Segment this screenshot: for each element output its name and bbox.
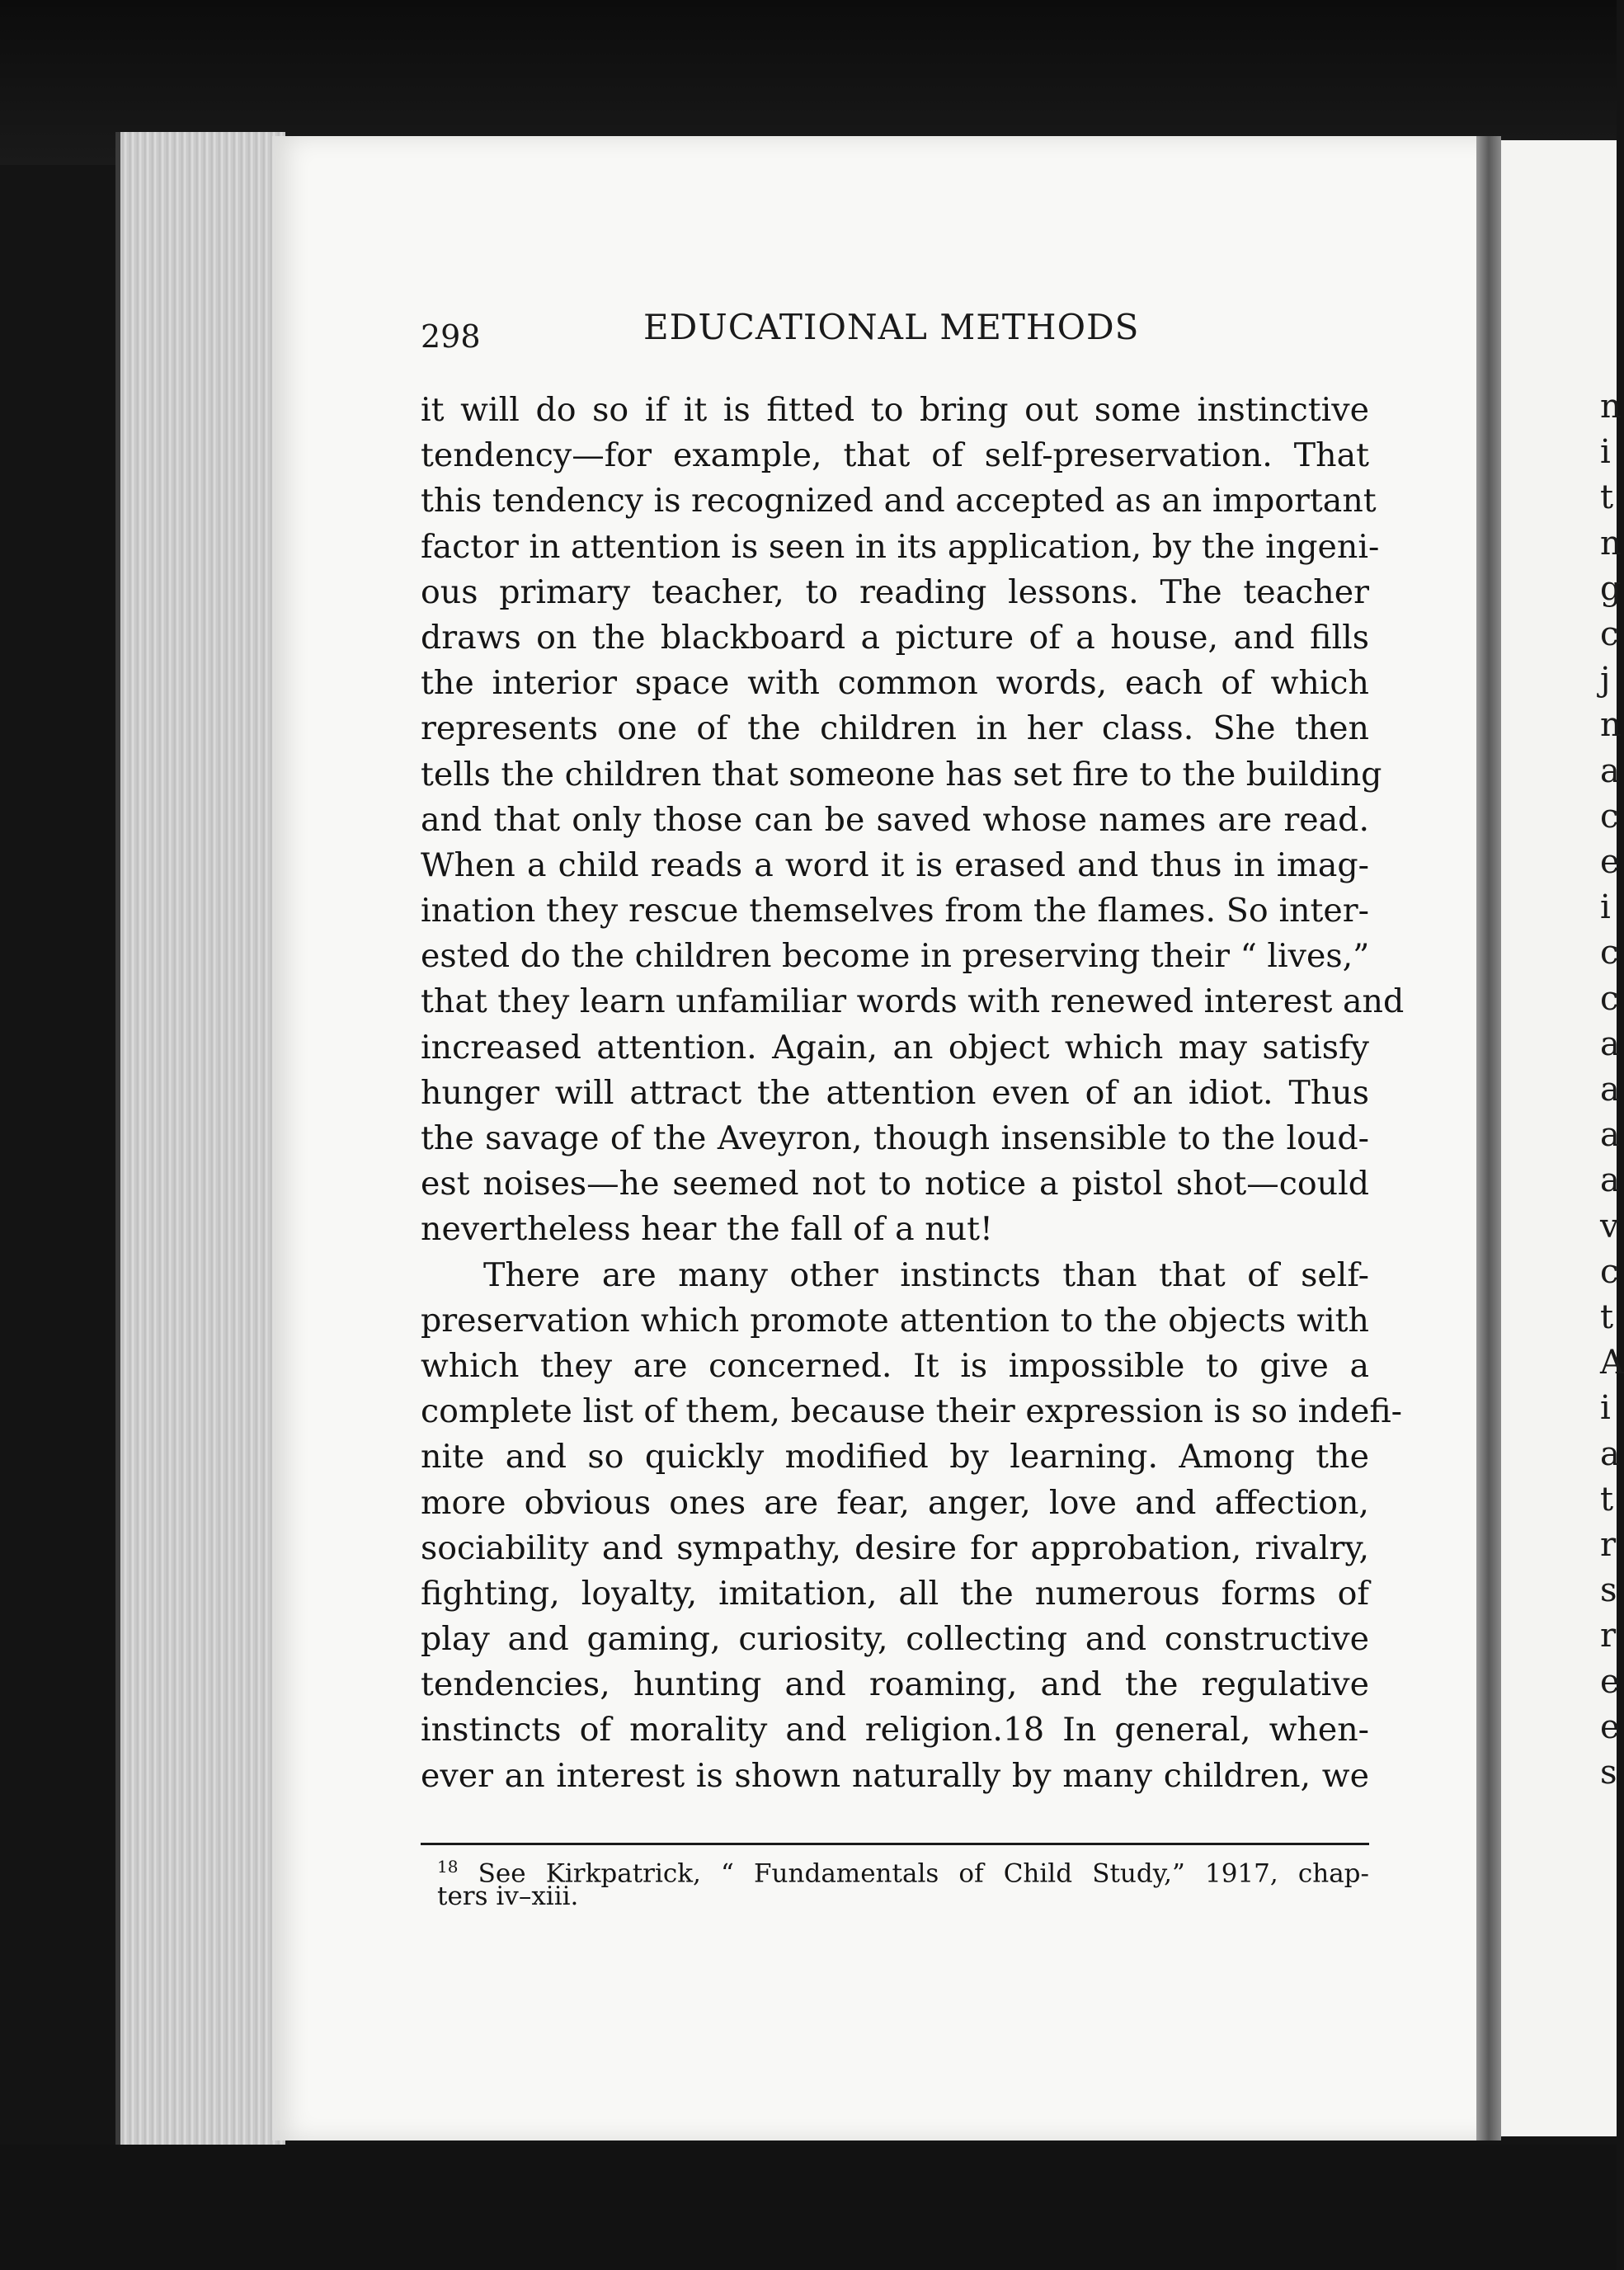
footnote-line xyxy=(437,1852,1369,1889)
running-head xyxy=(421,307,1369,356)
page-number: 298 xyxy=(421,318,481,355)
facing-page-fragment: r xyxy=(1600,1617,1617,1655)
facing-page xyxy=(1501,140,1624,2136)
facing-page-fragment: c xyxy=(1600,797,1619,836)
book-page-edges xyxy=(115,132,285,2145)
text-line: instincts of morality and religion.18 In general, when- xyxy=(421,1711,1369,1750)
facing-page-fragment: e xyxy=(1600,843,1620,881)
facing-page-fragment: t xyxy=(1600,1480,1614,1519)
facing-page-fragment: e xyxy=(1600,1707,1620,1746)
text-line: preservation which promote attention to the objects with xyxy=(421,1301,1369,1340)
facing-page-fragment: n xyxy=(1600,524,1622,563)
facing-page-fragment: a xyxy=(1600,1071,1620,1109)
text-line: the savage of the Aveyron, though insensible to the loud- xyxy=(421,1119,1369,1157)
footnote-rule xyxy=(421,1843,1369,1845)
text-line: ination they rescue themselves from the flames. So inter- xyxy=(421,892,1369,930)
text-line: When a child reads a word it is erased and thus in imag- xyxy=(421,845,1369,884)
text-line: play and gaming, curiosity, collecting and constructive xyxy=(421,1620,1369,1659)
text-line: represents one of the children in her class. She then xyxy=(421,709,1369,748)
facing-page-fragment: v xyxy=(1600,1207,1619,1246)
text-line: tendency—for example, that of self-preservation. That xyxy=(421,436,1369,475)
facing-page-fragment: s xyxy=(1600,1571,1617,1610)
facing-page-fragment: j xyxy=(1600,661,1611,699)
facing-page-fragment: a xyxy=(1600,1116,1620,1155)
text-line: and that only those can be saved whose names are read. xyxy=(421,800,1369,839)
text-line: est noises—he seemed not to notice a pistol shot—could xyxy=(421,1165,1369,1203)
text-line: hunger will attract the attention even of an idiot. Thus xyxy=(421,1073,1369,1112)
text-line: sociability and sympathy, desire for approbation, rivalry, xyxy=(421,1528,1369,1567)
facing-page-fragment: s xyxy=(1600,1754,1617,1792)
facing-page-fragment: i xyxy=(1600,888,1611,927)
facing-page-fragment: g xyxy=(1600,569,1622,608)
facing-page-fragment: c xyxy=(1600,979,1619,1018)
facing-page-fragment: c xyxy=(1600,615,1619,653)
text-line: ested do the children become in preserving their “ lives,” xyxy=(421,937,1370,976)
text-line: more obvious ones are fear, anger, love and affection, xyxy=(421,1483,1369,1522)
text-line: factor in attention is seen in its application, by the ingeni- xyxy=(421,527,1380,566)
facing-page-fragment: e xyxy=(1600,1662,1620,1701)
facing-page-fragment: t xyxy=(1600,478,1614,517)
text-line: that they learn unfamiliar words with renewed interest and xyxy=(421,982,1405,1021)
text-line: draws on the blackboard a picture of a house, and fills xyxy=(421,618,1369,657)
footnote-line: ters iv–xiii. xyxy=(437,1881,579,1911)
facing-page-fragment: c xyxy=(1600,1252,1619,1291)
facing-page-fragment: n xyxy=(1600,388,1622,426)
footnote-marker: 18 xyxy=(437,1857,459,1877)
facing-page-fragment: n xyxy=(1600,706,1622,745)
text-line: increased attention. Again, an object which may satisfy xyxy=(421,1028,1369,1067)
text-line: nevertheless hear the fall of a nut! xyxy=(421,1210,993,1249)
text-line: which they are concerned. It is impossible to give a xyxy=(421,1346,1369,1385)
text-line: tendencies, hunting and roaming, and the regulative xyxy=(421,1665,1369,1704)
body-text xyxy=(421,388,1405,1799)
text-line: the interior space with common words, each of which xyxy=(421,664,1369,703)
scan-bottom-background xyxy=(0,2145,1617,2270)
facing-page-fragment: a xyxy=(1600,751,1620,790)
facing-page-fragment: r xyxy=(1600,1526,1617,1564)
facing-page-fragment: a xyxy=(1600,1161,1620,1200)
facing-page-fragment: A xyxy=(1600,1344,1624,1382)
facing-page-fragment: i xyxy=(1600,433,1611,472)
facing-page-fragment: a xyxy=(1600,1024,1620,1063)
text-line: tells the children that someone has set fire to the building xyxy=(421,755,1382,794)
footnote-text: See Kirkpatrick, “ Fundamentals of Child Study,” 1917, chap- xyxy=(478,1858,1369,1889)
running-title: EDUCATIONAL METHODS xyxy=(643,307,1140,347)
book-gutter xyxy=(1476,136,1501,2140)
facing-page-fragment: c xyxy=(1600,934,1619,973)
text-line: ous primary teacher, to reading lessons. The teacher xyxy=(421,572,1369,611)
facing-page-fragment: i xyxy=(1600,1389,1611,1428)
text-line: ever an interest is shown naturally by many children, we xyxy=(421,1756,1369,1795)
text-line: fighting, loyalty, imitation, all the numerous forms of xyxy=(421,1574,1369,1613)
text-line: complete list of them, because their expression is so indefi- xyxy=(421,1392,1403,1431)
text-line: it will do so if it is fitted to bring out some instinctive xyxy=(421,391,1369,429)
footnote xyxy=(437,1852,1369,1911)
text-line: nite and so quickly modified by learning. Among the xyxy=(421,1438,1369,1476)
text-line: There are many other instincts than that of self- xyxy=(483,1255,1369,1294)
text-line: this tendency is recognized and accepted as an important xyxy=(421,482,1377,520)
facing-page-fragment: t xyxy=(1600,1298,1614,1336)
facing-page-fragment: a xyxy=(1600,1434,1620,1473)
